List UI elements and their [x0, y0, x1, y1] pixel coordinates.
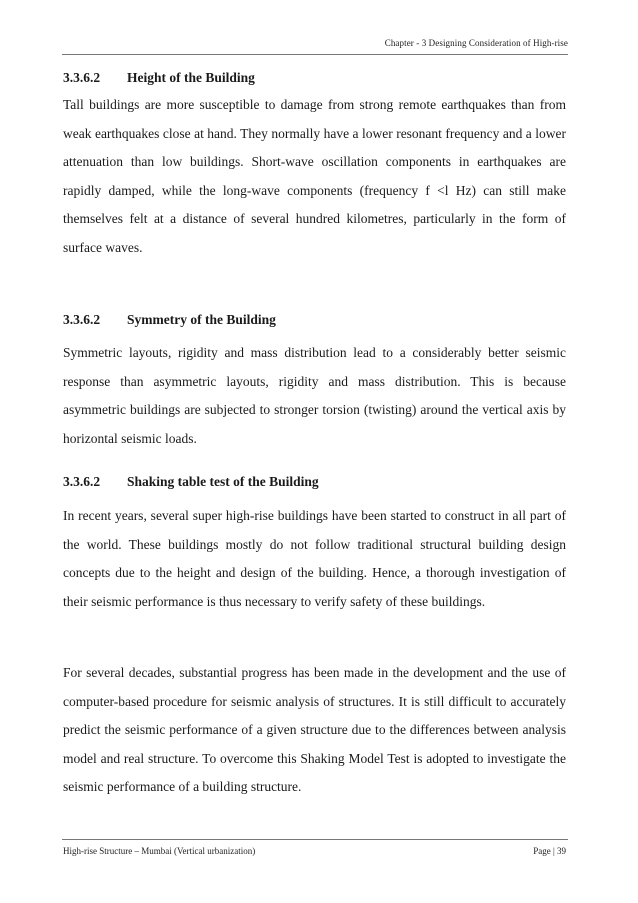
section-heading-shaking-table [63, 474, 319, 490]
paragraph-height: Tall buildings are more susceptible to damage from strong remote earthquakes than from weak earthquakes close at hand. They normally have a lower resonant frequency and a lower attenuation than low buildings. Short-wave oscillation components in earthquakes are rapidly damped, while the long-wave components (frequency f <l Hz) can still make themselves felt at a distance of several hundred kilometres, particularly in the form of surface waves. [63, 97, 566, 255]
paragraph-shaking-table-progress: For several decades, substantial progress has been made in the development and the use of computer-based procedure for seismic analysis of structures. It is still difficult to accurately predict the seismic performance of a given structure due to the differences between analysis model and real structure. To overcome this Shaking Model Test is adopted to investigate the seismic performance of a building structure. [63, 665, 566, 794]
paragraph-shaking-table-intro: In recent years, several super high-rise buildings have been started to construct in all part of the world. These buildings mostly do not follow traditional structural building design concepts due to the height and design of the building. Hence, a thorough investigation of their seismic performance is thus necessary to verify safety of these buildings. [63, 508, 566, 609]
section-number: 3.3.6.2 [63, 474, 101, 489]
section-title: Shaking table test of the Building [127, 474, 319, 489]
running-header: Chapter - 3 Designing Consideration of High-rise [384, 38, 568, 48]
section-heading-symmetry [63, 312, 276, 328]
header-divider [62, 54, 568, 55]
page-number: Page | 39 [533, 846, 566, 856]
section-number: 3.3.6.2 [63, 312, 101, 327]
section-title: Symmetry of the Building [127, 312, 276, 327]
section-number: 3.3.6.2 [63, 70, 101, 85]
footer-document-title: High-rise Structure – Mumbai (Vertical urbanization) [63, 846, 256, 856]
section-heading-height [63, 70, 255, 86]
paragraph-symmetry: Symmetric layouts, rigidity and mass distribution lead to a considerably better seismic response than asymmetric layouts, rigidity and mass distribution. This is because asymmetric buildings are subjected to stronger torsion (twisting) around the vertical axis by horizontal seismic loads. [63, 345, 566, 446]
footer-divider [62, 839, 568, 840]
section-title: Height of the Building [127, 70, 255, 85]
